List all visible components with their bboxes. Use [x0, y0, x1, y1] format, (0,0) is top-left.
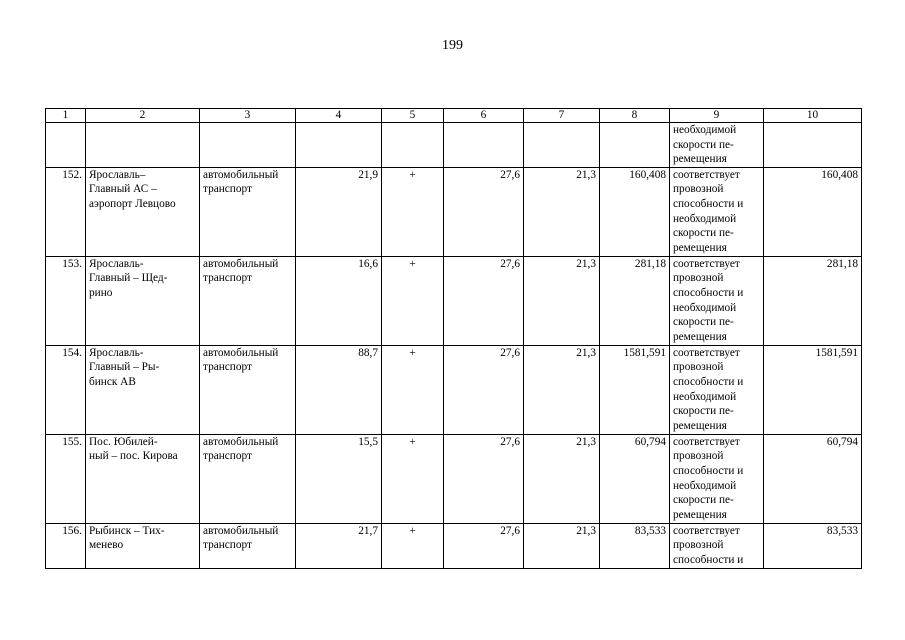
- table-cell: соответствует провозной способности и необходимой скорости пе- ремещения: [670, 256, 764, 345]
- table-cell: 1581,591: [764, 345, 862, 434]
- column-header: 3: [200, 109, 296, 123]
- table-cell: 60,794: [600, 434, 670, 523]
- transport-cell: автомобильный транспорт: [200, 523, 296, 568]
- table-cell: 1581,591: [600, 345, 670, 434]
- table-cell: +: [382, 434, 444, 523]
- table-cell: [444, 123, 524, 168]
- row-number: 153.: [46, 256, 86, 345]
- table-cell: 83,533: [600, 523, 670, 568]
- table-cell: +: [382, 523, 444, 568]
- table-cell: 281,18: [600, 256, 670, 345]
- table-cell: соответствует провозной способности и необходимой скорости пе- ремещения: [670, 345, 764, 434]
- transport-cell: автомобильный транспорт: [200, 434, 296, 523]
- row-number: 156.: [46, 523, 86, 568]
- table-cell: [296, 123, 382, 168]
- table-cell: 21,3: [524, 523, 600, 568]
- table-cell: 21,9: [296, 167, 382, 256]
- table-row: [46, 167, 862, 256]
- table-cell: [46, 123, 86, 168]
- table-cell: 21,3: [524, 345, 600, 434]
- column-header: 9: [670, 109, 764, 123]
- table-cell: 15,5: [296, 434, 382, 523]
- column-header: 7: [524, 109, 600, 123]
- table-cell: 21,7: [296, 523, 382, 568]
- continuation-row: [46, 123, 862, 168]
- table-cell: 160,408: [764, 167, 862, 256]
- column-header: 1: [46, 109, 86, 123]
- table-cell: соответствует провозной способности и: [670, 523, 764, 568]
- table-cell: [764, 123, 862, 168]
- table-cell: 21,3: [524, 434, 600, 523]
- table-cell: соответствует провозной способности и необходимой скорости пе- ремещения: [670, 167, 764, 256]
- table-cell: необходимой скорости пе- ремещения: [670, 123, 764, 168]
- table-cell: [200, 123, 296, 168]
- table-cell: 21,3: [524, 256, 600, 345]
- table-cell: 27,6: [444, 434, 524, 523]
- transport-cell: автомобильный транспорт: [200, 167, 296, 256]
- table-cell: 88,7: [296, 345, 382, 434]
- table-row: [46, 434, 862, 523]
- row-number: 152.: [46, 167, 86, 256]
- column-header: 4: [296, 109, 382, 123]
- table-row: [46, 523, 862, 568]
- table-cell: соответствует провозной способности и необходимой скорости пе- ремещения: [670, 434, 764, 523]
- transport-cell: автомобильный транспорт: [200, 256, 296, 345]
- page-number: 199: [442, 38, 463, 53]
- table-cell: [382, 123, 444, 168]
- route-cell: Ярославль- Главный – Ры- бинск АВ: [86, 345, 200, 434]
- header-row: [46, 109, 862, 123]
- table-cell: [600, 123, 670, 168]
- table-cell: 21,3: [524, 167, 600, 256]
- table-cell: +: [382, 345, 444, 434]
- route-cell: Ярославль– Главный АС – аэропорт Левцово: [86, 167, 200, 256]
- route-table: [45, 108, 862, 569]
- table-cell: 16,6: [296, 256, 382, 345]
- table-cell: 27,6: [444, 523, 524, 568]
- column-header: 8: [600, 109, 670, 123]
- table-cell: 27,6: [444, 345, 524, 434]
- route-cell: Пос. Юбилей- ный – пос. Кирова: [86, 434, 200, 523]
- column-header: 6: [444, 109, 524, 123]
- table-cell: 27,6: [444, 256, 524, 345]
- row-number: 155.: [46, 434, 86, 523]
- table-cell: 27,6: [444, 167, 524, 256]
- column-header: 10: [764, 109, 862, 123]
- transport-cell: автомобильный транспорт: [200, 345, 296, 434]
- column-header: 2: [86, 109, 200, 123]
- table-cell: [86, 123, 200, 168]
- column-header: 5: [382, 109, 444, 123]
- table-cell: 160,408: [600, 167, 670, 256]
- table-cell: +: [382, 256, 444, 345]
- route-cell: Рыбинск – Тих- менево: [86, 523, 200, 568]
- table-row: [46, 345, 862, 434]
- table-cell: 281,18: [764, 256, 862, 345]
- route-cell: Ярославль- Главный – Щед- рино: [86, 256, 200, 345]
- row-number: 154.: [46, 345, 86, 434]
- table-cell: 83,533: [764, 523, 862, 568]
- table-row: [46, 256, 862, 345]
- table-cell: 60,794: [764, 434, 862, 523]
- table-cell: +: [382, 167, 444, 256]
- table-cell: [524, 123, 600, 168]
